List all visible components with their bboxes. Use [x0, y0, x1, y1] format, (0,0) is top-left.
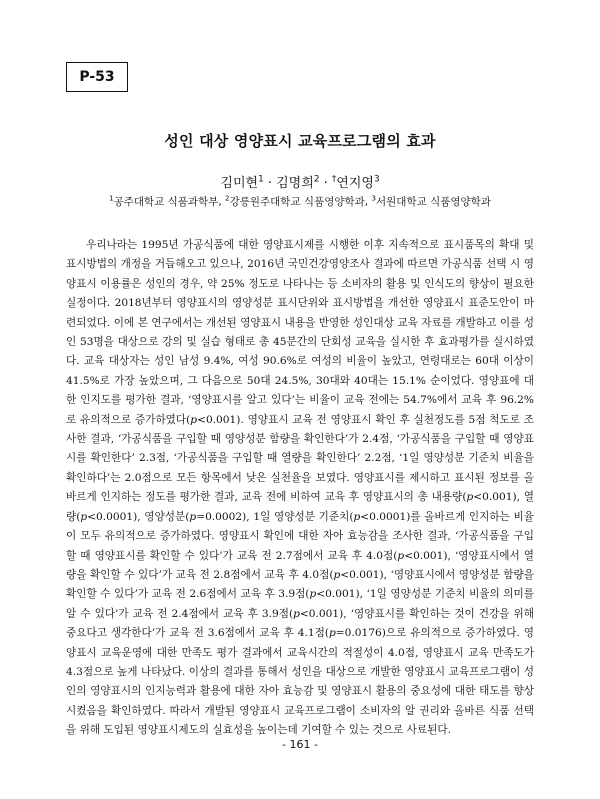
p-value-symbol: p: [189, 510, 197, 523]
abstract-text-segment: <0.0001), 영양성분(: [87, 510, 190, 523]
affiliation-2: $^2$강릉원주대학교 식품영양학과,: [225, 193, 372, 208]
p-value-symbol: p: [328, 627, 336, 640]
abstract-text-segment: <0.001), ‘영양표시에서 열량을 확인할 수 있다’가 교육 전 2.8점에서 교육 후 4.0점(: [66, 549, 534, 581]
author-2: 김명희$^2$ ·: [276, 174, 332, 191]
abstract-text-segment: <0.001). 영양표시 교육 전 영양표시 확인 후 실천정도를 5점 척도로 조사한 결과, ‘가공식품을 구입할 때 영양성분 함량을 확인한다’가 2.4점, ‘가공식품을 구입할 때 영양표시를 확인한다’ 2.3점, ‘가공식품을 구입할 때 열량을 확인한다’ 2.2점, ‘1일 영양성분 기준치 비율을 확인하다’는 2.0점으로 모든 항목에서 낮은 실천율을 보였다. 영양표시를 제시하고 표시된 정보를 올바르게 인지하는 정도를 평가한 결과, 교육 전에 비하여 교육 후 영양표시의 총 내용량(: [66, 413, 534, 504]
abstract-text-segment: <0.0001)를 올바르게 인지하는 비율이 모두 유의적으로 증가하였다. 영양표시 확인에 대한 자아 효능감을 조사한 결과, ‘가공식품을 구입할 때 영양표시를 확인할 수 있다’가 교육 전 2.7점에서 교육 후 4.0점(: [66, 510, 534, 562]
p-value-symbol: p: [333, 568, 341, 581]
p-value-symbol: p: [397, 549, 405, 562]
author-list: [0, 172, 600, 191]
p-value-symbol: p: [293, 607, 300, 620]
poster-id: P-53: [79, 69, 115, 85]
p-value-symbol: p: [190, 413, 198, 426]
abstract-text-segment: <0.001), 열량(: [66, 491, 534, 523]
abstract-text-segment: <0.001), ‘영양표시에서 영양성분 함량을 확인할 수 있다’가 교육 전 2.6점에서 교육 후 3.9점(: [66, 568, 534, 601]
poster-id-box: [66, 62, 128, 92]
affiliation-1: $^1$공주대학교 식품과학부,: [109, 193, 226, 208]
author-3-corresponding: †연지영$^3$: [331, 174, 380, 191]
p-value-symbol: p: [466, 491, 474, 504]
paper-title: 성인 대상 영양표시 교육프로그램의 효과: [164, 132, 436, 150]
p-value-symbol: p: [353, 510, 361, 523]
affiliation-list: [0, 194, 600, 209]
page-number: - 161 -: [282, 738, 318, 751]
abstract-body: [66, 236, 534, 741]
p-value-symbol: p: [80, 510, 88, 523]
abstract-text-segment: =0.0002), 1일 영양성분 기준치(: [196, 510, 354, 523]
p-value-symbol: p: [309, 588, 317, 601]
abstract-text-segment: 우리나라는 1995년 가공식품에 대한 영양표시제를 시행한 이후 지속적으로 표시품목의 확대 및 표시방법의 개정을 거듭해오고 있으나, 2016년 국민건강영양조사 결과에 따르면 가공식품 선택 시 영양표시 이용률은 성인의 경우, 약 25% 정도로 나타나는 등 소비자의 활용 및 인식도의 향상이 필요한 실정이다. 2018년부터 영양표시의 영양성분 표시단위와 표시방법을 개선한 영양표시 표준도안이 마련되었다. 이에 본 연구에서는 개선된 영양표시 내용을 반영한 성인대상 교육 자료를 개발하고 이를 성인 53명을 대상으로 강의 및 실습 형태로 총 45분간의 단회성 교육을 실시한 후 효과평가를 실시하였다. 교육 대상자는 성인 남성 9.4%, 여성 90.6%로 여성의 비율이 높았고, 연령대로는 60대 이상이 41.5%로 가장 높았으며, 그 다음으로 50대 24.5%, 30대와 40대는 15.1% 순이었다. 영양표에 대한 인지도를 평가한 결과, ‘영양표시를 알고 있다’는 비율이 교육 전에는 54.7%에서 교육 후 96.2%로 유의적으로 증가하였다(: [66, 239, 534, 426]
author-1: 김미현$^1$ ·: [220, 174, 277, 191]
abstract-text-segment: =0.0176)으로 유의적으로 증가하였다. 영양표시 교육운영에 대한 만족도 평가 결과에서 교육시간의 적절성이 4.0점, 영양표시 교육 만족도가 4.3점으로 높게 나타났다. 이상의 결과를 통해서 성인을 대상으로 개발한 영양표시 교육프로그램이 성인의 영양표시의 인지능력과 활용에 대한 자아 효능감 및 영양표시 활용의 중요성에 대한 태도를 향상시켰음을 확인하였다. 따라서 개발된 영양표시 교육프로그램이 소비자의 알 권리와 올바른 식품 선택을 위해 도입된 영양표시제도의 실효성을 높이는데 기여할 수 있는 것으로 사료된다.: [66, 627, 534, 737]
abstract-text-segment: <0.001), ‘1일 영양성분 기준치 비율의 의미를 알 수 있다’가 교육 전 2.4점에서 교육 후 3.9점(: [66, 588, 535, 620]
abstract-text-segment: <0.001), ‘영양표시를 확인하는 것이 건강을 위해 중요다고 생각한다’가 교육 전 3.6점에서 교육 후 4.1점(: [66, 607, 534, 640]
affiliation-3: $^3$서원대학교 식품영양학과: [371, 193, 491, 208]
